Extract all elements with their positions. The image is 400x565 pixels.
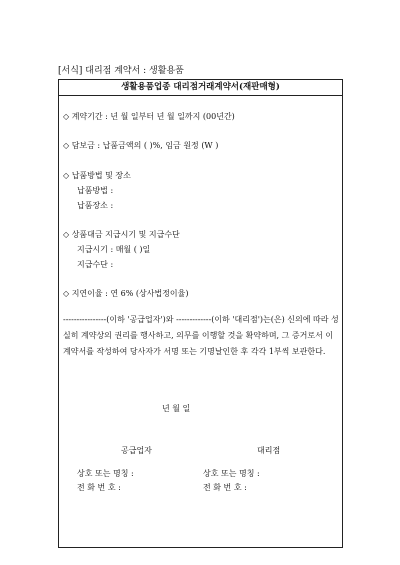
- supplier-label: 공급업자: [121, 446, 152, 455]
- payment-heading: ◇ 상품대금 지급시기 및 지급수단: [63, 230, 180, 239]
- delivery-heading: ◇ 납품방법 및 장소: [63, 171, 131, 180]
- title-bar: [58, 79, 343, 96]
- delivery-method: 납품방법 :: [77, 186, 114, 195]
- contract-date: 년 월 일: [162, 404, 191, 413]
- form-header: [서식] 대리점 계약서 : 생활용품: [58, 66, 184, 76]
- agreement-paragraph: ----------------(이하 '공급업자')와 -------------(이하 '대리점')는(은) 신의에 따라 성실히 계약상의 권리를 행사하고, 의무를 이행할 것을 확약하며, 그 증거로서 이 계약서를 작성하여 당사자가 서명 또는 기명날인한 후 각각 1부씩 보관한다.: [63, 315, 339, 356]
- payment-means: 지급수단 :: [77, 260, 114, 269]
- deposit: ◇ 담보금 : 납품금액의 ( )%, 임금 원정 (W ): [63, 141, 219, 150]
- delivery-place: 납품장소 :: [77, 201, 114, 210]
- dealer-label: 대리점: [257, 446, 281, 455]
- supplier-name: 상호 또는 명칭 :: [77, 469, 134, 478]
- dealer-name: 상호 또는 명칭 :: [203, 469, 260, 478]
- contract-title: 생활용품업종 대리점거래계약서(재판매형): [121, 82, 280, 92]
- late-interest: ◇ 지연이율 : 연 6% (상사법정이율): [63, 289, 189, 298]
- contract-period: ◇ 계약기간 : 년 월 일부터 년 월 일까지 (00년간): [63, 112, 235, 121]
- payment-time: 지급시기 : 매월 ( )일: [77, 245, 151, 254]
- supplier-phone: 전 화 번 호 :: [77, 483, 121, 492]
- dealer-phone: 전 화 번 호 :: [203, 483, 247, 492]
